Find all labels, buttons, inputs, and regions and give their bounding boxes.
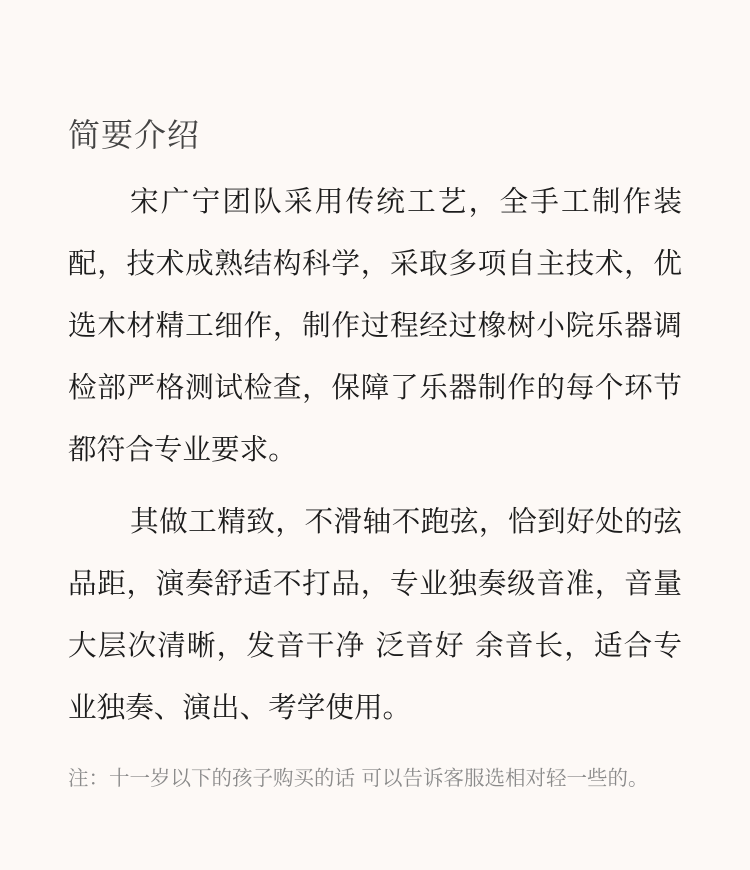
intro-paragraph-performance: 其做工精致，不滑轴不跑弦，恰到好处的弦品距，演奏舒适不打品，专业独奏级音准，音量大层次清晰，发音干净 泛音好 余音长，适合专业独奏、演出、考学使用。 [68,504,682,724]
intro-paragraph-craftsmanship: 宋广宁团队采用传统工艺，全手工制作装配，技术成熟结构科学，采取多项自主技术，优选木材精工细作，制作过程经过橡树小院乐器调检部严格测试检查，保障了乐器制作的每个环节都符合专业要求。 [68,184,682,466]
purchase-note: 注：十一岁以下的孩子购买的话 可以告诉客服选相对轻一些的。 [68,766,649,790]
section-title: 简要介绍 [68,116,201,154]
